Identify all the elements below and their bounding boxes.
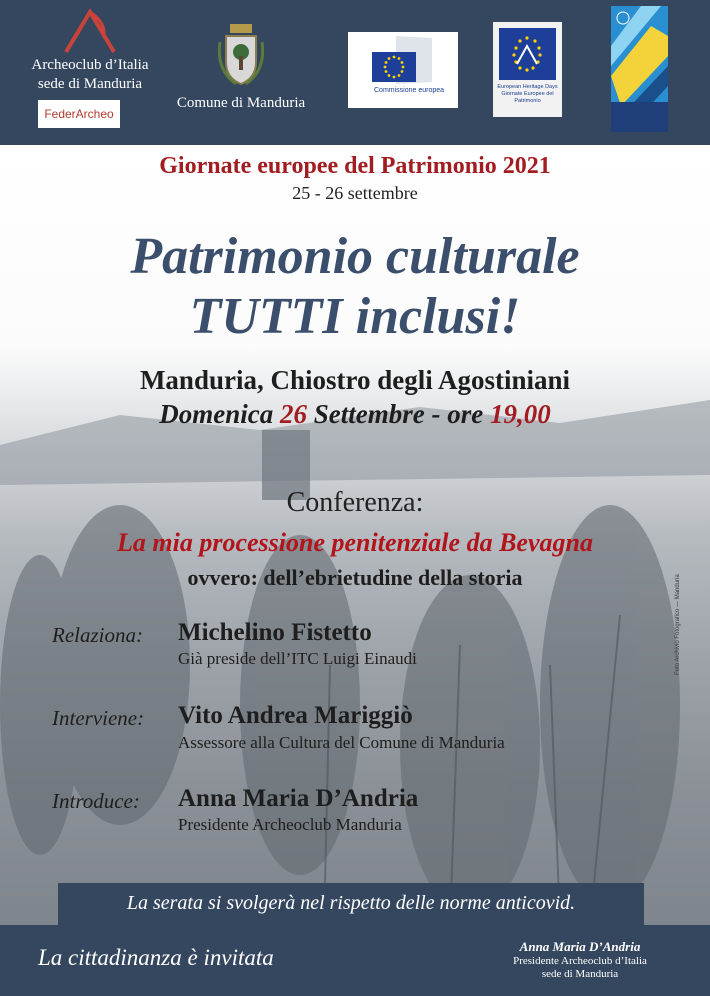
ehd-caption-en: European Heritage Days: [497, 84, 558, 90]
conference-title: La mia processione penitenziale da Bevagna: [117, 528, 593, 557]
photo-credit: Foto Archivio Fotografico — Manduria: [675, 574, 681, 675]
main-title-line1: Patrimonio culturale: [130, 228, 580, 285]
speaker-role: Introduce:: [52, 789, 140, 813]
event-time: 19,00: [489, 399, 551, 429]
event-series: Giornate europee del Patrimonio 2021: [159, 153, 551, 179]
federarcheo-logo: FederArcheo: [38, 100, 120, 128]
comune-logo: [160, 22, 322, 112]
ehd-caption-it: Giornate Europee del Patrimonio: [501, 91, 554, 104]
signature-block: [500, 939, 660, 981]
conference-label: Conferenza:: [286, 487, 424, 518]
comune-name: Comune di Manduria: [176, 95, 306, 111]
conference-subtitle: ovvero: dell’ebrietudine della storia: [187, 565, 523, 590]
archeoclub-name: Archeoclub d’Italia: [31, 57, 149, 73]
archeoclub-seat: sede di Manduria: [37, 76, 143, 92]
event-place: Manduria, Chiostro degli Agostiniani: [139, 365, 571, 395]
archeoclub-logo: [10, 8, 170, 94]
ehd-caption: [495, 84, 560, 105]
speaker-role: Relaziona:: [52, 623, 143, 647]
event-panel: [0, 145, 710, 925]
signature-role: Presidente Archeoclub d’Italia: [513, 955, 647, 967]
speaker-name: Anna Maria D’Andria: [178, 785, 419, 812]
event-dates: 25 - 26 settembre: [292, 183, 418, 203]
speaker-name: Vito Andrea Mariggiò: [178, 702, 413, 729]
footer-band: [0, 925, 710, 996]
speaker-description: Già preside dell’ITC Luigi Einaudi: [178, 649, 417, 668]
signature-name: Anna Maria D’Andria: [519, 939, 641, 954]
european-commission-logo: [348, 32, 458, 108]
speaker-description: Assessore alla Cultura del Comune di Manduria: [178, 733, 505, 752]
speaker-name: Michelino Fistetto: [178, 619, 372, 646]
ec-caption: Commissione europea: [374, 87, 445, 94]
covid-notice: La serata si svolgerà nel rispetto delle norme anticovid.: [58, 883, 644, 927]
invitation-text: La cittadinanza è invitata: [38, 945, 274, 970]
coat-of-arms-icon: [218, 22, 264, 86]
archeoclub-arch-icon: [60, 8, 120, 56]
european-heritage-days-logo: [493, 22, 562, 117]
logo-header: [0, 0, 710, 145]
eu-flag-icon: [348, 32, 458, 108]
ehd-graphic-icon: [611, 6, 668, 132]
ehd-poster-thumbnail: [611, 6, 668, 132]
event-weekday: Domenica: [159, 399, 281, 429]
speaker-description: Presidente Archeoclub Manduria: [178, 815, 402, 834]
event-datetime: [0, 399, 710, 430]
signature-seat: sede di Manduria: [541, 968, 619, 980]
main-title-line2: TUTTI inclusi!: [189, 288, 521, 345]
speaker-role: Interviene:: [52, 706, 145, 730]
event-month-hour-label: Settembre - ore: [307, 399, 490, 429]
event-day: 26: [280, 399, 308, 429]
